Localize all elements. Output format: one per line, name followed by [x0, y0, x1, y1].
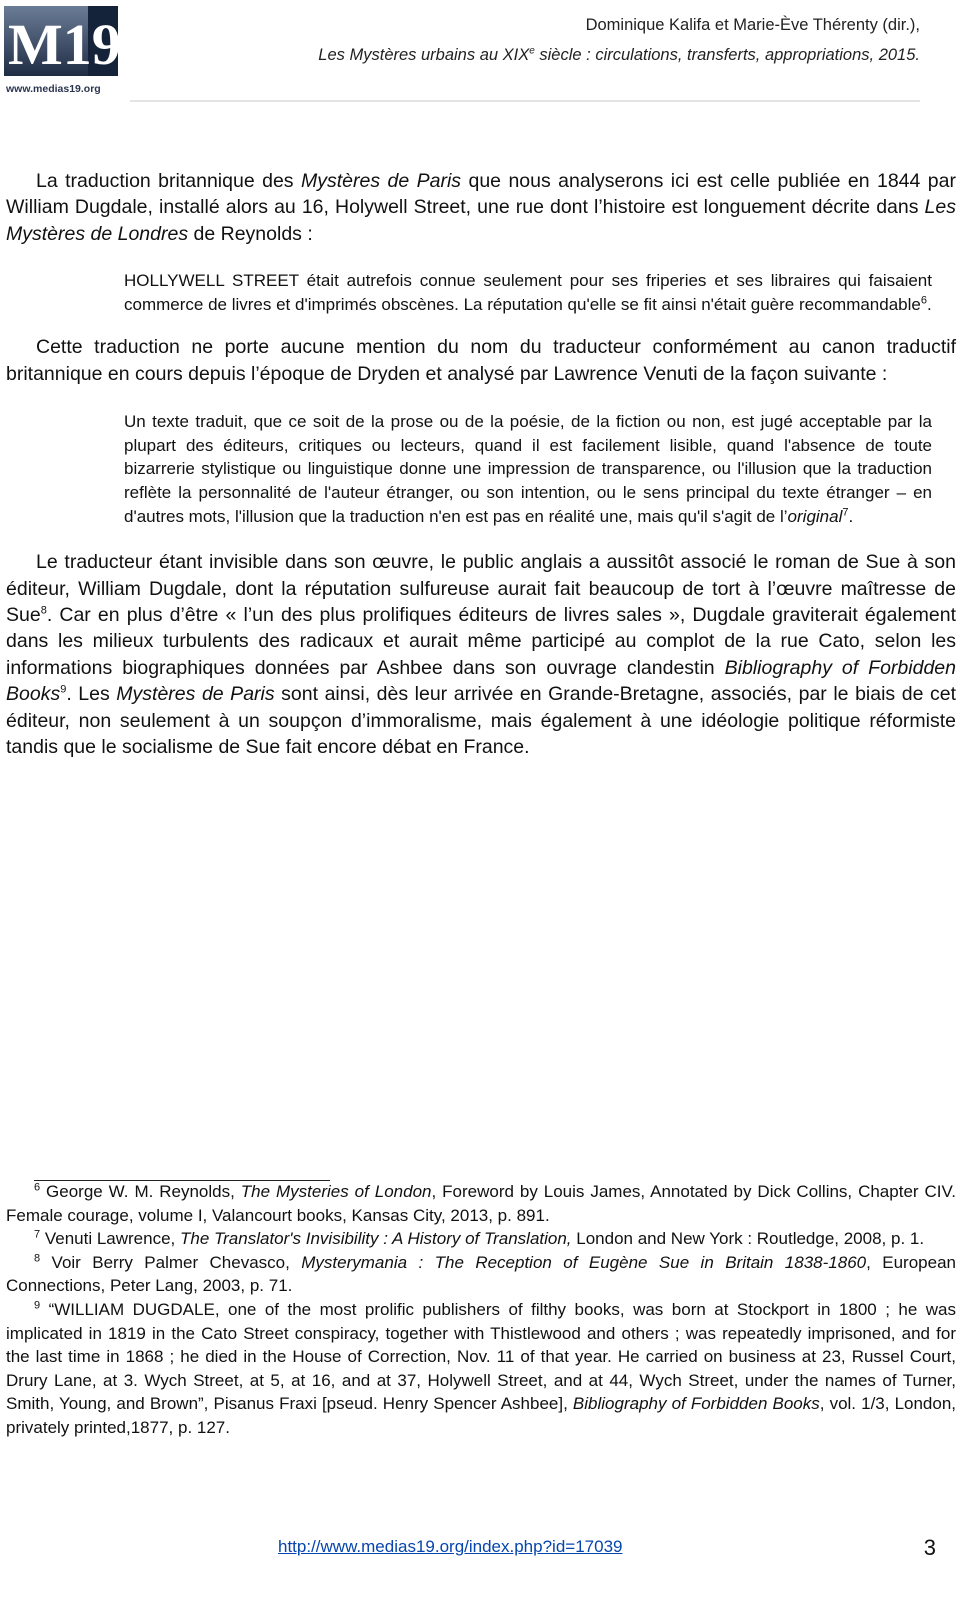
paragraph-2: Cette traduction ne porte aucune mention du nom du traducteur conformément au canon traductif britannique en cours depuis l’époque de Dryden et analysé par Lawrence Venuti de la façon suivante :: [6, 336, 956, 385]
header-book-title: Les Mystères urbains au XIXe siècle : circulations, transferts, appropriations, 2015.: [318, 45, 920, 64]
footnote-ref-9[interactable]: 9: [60, 683, 67, 696]
paragraph-1: La traduction britannique des Mystères de Paris que nous analyserons ici est celle publiée en 1844 par William Dugdale, installé alors au 16, Holywell Street, une rue dont l’histoire est longuement décrite dans Les Mystères de Londres de Reynolds :: [6, 170, 956, 245]
block-quote-reynolds: HOLLYWELL STREET était autrefois connue seulement pour ses friperies et ses libraires qui faisaient commerce de livres et d'imprimés obscènes. La réputation qu'elle se fit ainsi n'était guère recommandable$^6$.: [124, 271, 932, 314]
paragraph-3: Le traducteur étant invisible dans son œuvre, le public anglais a aussitôt associé le roman de Sue à son éditeur, William Dugdale, dont la réputation sulfureuse aurait fait beaucoup de tort à l’œuvre maîtresse de Sue$^8$. Car en plus d’être « l’un des plus prolifiques éditeurs de livres sales », Dugdale graviterait également dans les milieux turbulents des radicaux et aurait même participé au complot de la rue Cato, selon les informations biographiques données par Ashbee dans son ouvrage clandestin Bibliography of Forbidden Books$^9$. Les Mystères de Paris sont ainsi, dès leur arrivée en Grande-Bretagne, associés, par le biais de cet éditeur, non seulement à un soupçon d’immoralisme, mais également à une idéologie politique réformiste tandis que le socialisme de Sue fait encore débat en France.: [6, 551, 956, 759]
main-text: [6, 168, 956, 760]
footnote-7: $^7$ Venuti Lawrence, The Translator's Invisibility : A History of Translation, London and New York : Routledge, 2008, p. 1.: [34, 1228, 925, 1249]
running-header: [318, 10, 920, 70]
block-quote-venuti: Un texte traduit, que ce soit de la prose ou de la poésie, de la fiction ou non, est jugé acceptable par la plupart des éditeurs, critiques ou lecteurs, quand il est facilement lisible, quand l'absence de toute bizarrerie stylistique ou linguistique donne une impression de transparence, ou l'illusion que la traduction reflète la personnalité de l'auteur étranger, ou son intention, ou le sens principal du texte étranger – en d'autres mots, l'illusion que la traduction n'en est pas en réalité une, mais qu'il s'agit de l’original$^7$.: [124, 412, 932, 526]
footnote-ref-8[interactable]: 8: [40, 604, 47, 617]
header-editors: Dominique Kalifa et Marie-Ève Thérenty (dir.),: [585, 16, 920, 34]
footnote-ref-6[interactable]: 6: [920, 294, 927, 307]
logo-title: M19: [8, 12, 121, 77]
header-divider: [130, 100, 920, 102]
page-number: 3: [923, 1535, 936, 1560]
medias19-logo: [4, 4, 122, 96]
footnote-6: $^6$ George W. M. Reynolds, The Mysteries of London, Foreword by Louis James, Annotated by Dick Collins, Chapter CIV. Female courage, volume I, Valancourt books, Kansas City, 2013, p. 891.: [6, 1181, 956, 1225]
footnote-ref-7[interactable]: 7: [842, 505, 849, 518]
logo-url: www.medias19.org: [6, 83, 101, 95]
source-url-link[interactable]: http://www.medias19.org/index.php?id=17039: [278, 1537, 623, 1556]
footnote-8: $^8$ Voir Berry Palmer Chevasco, Mysterymania : The Reception of Eugène Sue in Britain 1838-1860, European Connections, Peter Lang, 2003, p. 71.: [6, 1252, 956, 1296]
footnotes: [6, 1180, 956, 1440]
footnote-9: $^9$ “WILLIAM DUGDALE, one of the most prolific publishers of filthy books, was born at Stockport in 1800 ; he was implicated in 1819 in the Cato Street conspiracy, together with Thistlewood and others ; was repeatedly imprisoned, and for the last time in 1868 ; he died in the House of Correction, Nov. 11 of that year. He carried on business at 23, Russel Court, Drury Lane, at 3. Wych Street, at 5, at 16, and at 37, Holywell Street, and at 44, Wych Street, under the names of Turner, Smith, Young, and Brown”, Pisanus Fraxi [pseud. Henry Spencer Ashbee], Bibliography of Forbidden Books, vol. 1/3, London, privately printed,1877, p. 127.: [6, 1299, 957, 1437]
